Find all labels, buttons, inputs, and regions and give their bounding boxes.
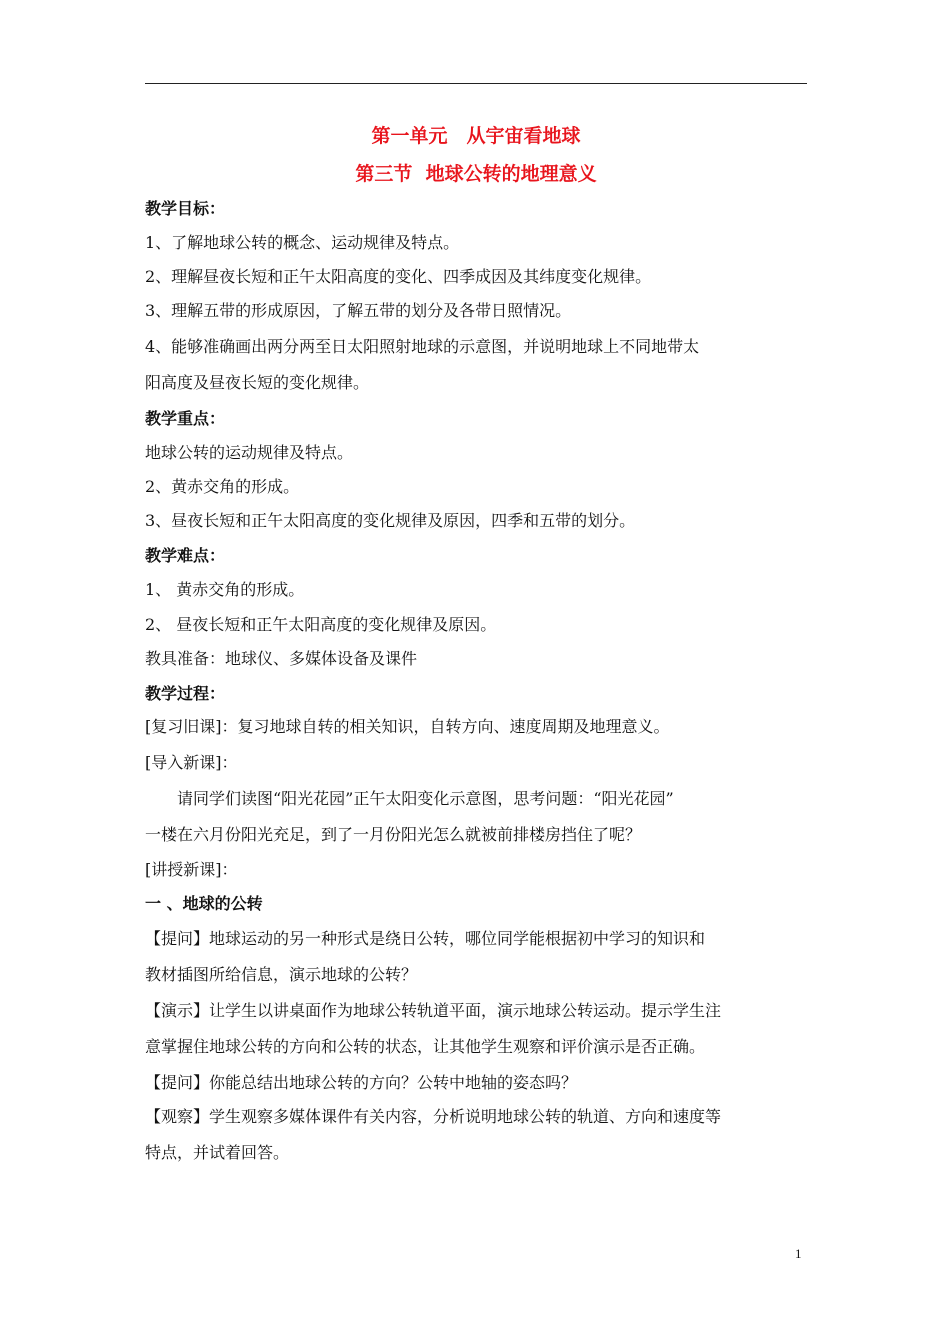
header-rule [145, 83, 807, 84]
objectives-heading: 教学目标： [145, 199, 226, 218]
process-heading: 教学过程： [145, 684, 226, 703]
page-number: 1 [795, 1246, 802, 1261]
body-line: 特点，并试着回答。 [145, 1143, 290, 1162]
objective-item: 阳高度及昼夜长短的变化规律。 [145, 373, 370, 392]
section-heading: 一 、地球的公转 [145, 894, 263, 913]
objective-item: 3、理解五带的形成原因，了解五带的划分及各带日照情况。 [145, 301, 572, 320]
body-line: 【提问】你能总结出地球公转的方向？公转中地轴的姿态吗？ [145, 1073, 578, 1092]
difficulty-item: 1、 黄赤交角的形成。 [145, 580, 305, 599]
body-line: 【演示】让学生以讲桌面作为地球公转轨道平面，演示地球公转运动。提示学生注 [145, 1001, 722, 1020]
tools-line: 教具准备：地球仪、多媒体设备及课件 [145, 649, 418, 668]
teach-label: [讲授新课]： [145, 860, 238, 879]
body-line: 意掌握住地球公转的方向和公转的状态，让其他学生观察和评价演示是否正确。 [145, 1037, 706, 1056]
key-points-heading: 教学重点： [145, 409, 226, 428]
key-point-item: 地球公转的运动规律及特点。 [145, 443, 354, 462]
objective-item: 4、能够准确画出两分两至日太阳照射地球的示意图，并说明地球上不同地带太 [145, 337, 700, 356]
key-point-item: 2、黄赤交角的形成。 [145, 477, 300, 496]
difficulty-item: 2、 昼夜长短和正午太阳高度的变化规律及原因。 [145, 615, 497, 634]
section-title: 第三节 地球公转的地理意义 [355, 163, 597, 185]
objective-item: 1、了解地球公转的概念、运动规律及特点。 [145, 233, 460, 252]
review-line: [复习旧课]：复习地球自转的相关知识，自转方向、速度周期及地理意义。 [145, 717, 670, 736]
difficulties-heading: 教学难点： [145, 546, 226, 565]
body-line: 【提问】地球运动的另一种形式是绕日公转，哪位同学能根据初中学习的知识和 [145, 929, 706, 948]
body-line: 【观察】学生观察多媒体课件有关内容，分析说明地球公转的轨道、方向和速度等 [145, 1107, 722, 1126]
intro-label: [导入新课]： [145, 753, 238, 772]
objective-item: 2、理解昼夜长短和正午太阳高度的变化、四季成因及其纬度变化规律。 [145, 267, 652, 286]
unit-title: 第一单元 从宇宙看地球 [371, 125, 581, 147]
body-line: 教材插图所给信息，演示地球的公转？ [145, 965, 418, 984]
intro-line: 一楼在六月份阳光充足，到了一月份阳光怎么就被前排楼房挡住了呢？ [145, 825, 642, 844]
intro-line: 请同学们读图“阳光花园”正午太阳变化示意图，思考问题：“阳光花园” [145, 789, 674, 808]
key-point-item: 3、昼夜长短和正午太阳高度的变化规律及原因，四季和五带的划分。 [145, 511, 636, 530]
